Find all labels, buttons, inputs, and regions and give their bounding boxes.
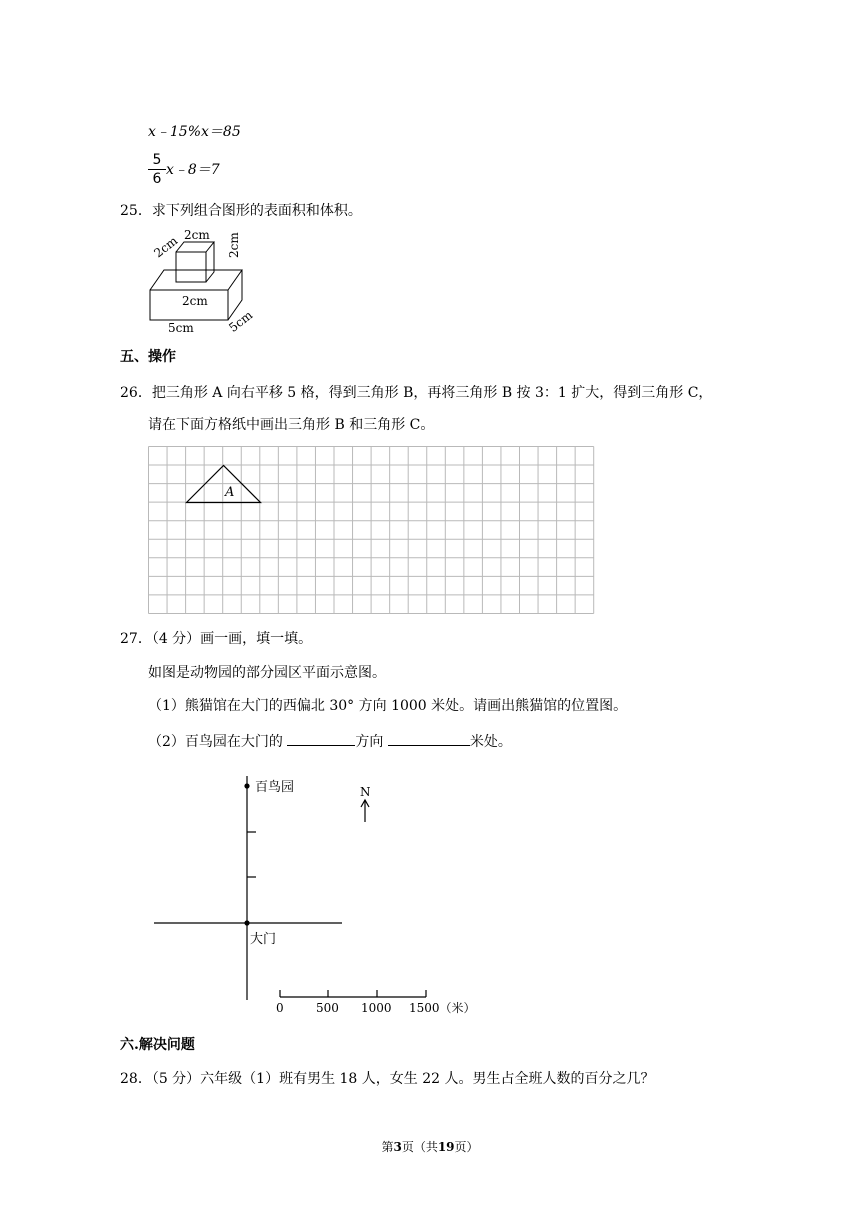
- gate-point: [244, 920, 249, 925]
- scale-label-1000: 1000: [361, 1001, 392, 1015]
- grid-lines: [149, 447, 594, 614]
- zoo-map: [150, 770, 480, 1020]
- equation-2-rest: x﹣8＝7: [166, 162, 220, 178]
- question-27-intro: 如图是动物园的部分园区平面示意图。: [148, 665, 386, 681]
- scale-label-1500: 1500（米）: [409, 1001, 476, 1015]
- scale-label-500: 500: [316, 1001, 339, 1015]
- section-6-heading: 六.解决问题: [120, 1037, 195, 1053]
- footer-suffix: 页）: [454, 1140, 479, 1154]
- question-27-part-2: [148, 731, 512, 751]
- question-28: 28．（5 分）六年级（1）班有男生 18 人，女生 22 人。男生占全班人数的百分之几？: [120, 1071, 655, 1087]
- scale-label-0: 0: [276, 1001, 284, 1015]
- cube-front: [176, 252, 206, 282]
- distance-blank[interactable]: [388, 731, 470, 746]
- grid-paper: [148, 446, 598, 616]
- fraction-bar: [148, 169, 166, 170]
- page-footer: [0, 1138, 860, 1155]
- gate-label: 大门: [250, 932, 277, 947]
- triangle-a-label: A: [225, 485, 235, 500]
- direction-blank[interactable]: [287, 731, 355, 746]
- question-26-line-1: 26．把三角形 A 向右平移 5 格，得到三角形 B，再将三角形 B 按 3：1 扩大，得到三角形 C，: [120, 385, 713, 401]
- footer-page-number: 3: [393, 1140, 402, 1154]
- question-27-title: 27．（4 分）画一画，填一填。: [120, 631, 313, 647]
- label-box-front: 2cm: [182, 294, 208, 308]
- label-cube-left: 2cm: [151, 233, 181, 261]
- big-box-top: [150, 270, 242, 290]
- footer-total-pages: 19: [437, 1140, 455, 1154]
- label-cube-top: 2cm: [184, 228, 210, 242]
- section-5-heading: 五、操作: [120, 349, 176, 365]
- composite-solid-figure: [140, 228, 260, 336]
- cube-side: [206, 242, 214, 282]
- north-label: N: [360, 785, 371, 799]
- cube-top: [176, 242, 214, 252]
- equation-1: x﹣15%x＝85: [148, 124, 241, 140]
- footer-prefix: 第: [381, 1140, 394, 1154]
- part-2-prefix: （2）百鸟园在大门的: [148, 734, 283, 750]
- label-box-bottom: 5cm: [168, 321, 194, 335]
- label-cube-right: 2cm: [227, 232, 241, 258]
- fraction-five-sixths: [148, 152, 166, 187]
- question-25: 25．求下列组合图形的表面积和体积。: [120, 203, 362, 219]
- fraction-denominator: 6: [152, 171, 162, 187]
- question-27-part-1: （1）熊猫馆在大门的西偏北 30° 方向 1000 米处。请画出熊猫馆的位置图。: [148, 698, 628, 714]
- question-26-line-2: 请在下面方格纸中画出三角形 B 和三角形 C。: [148, 417, 435, 433]
- label-box-depth: 5cm: [226, 307, 256, 335]
- bird-garden-label: 百鸟园: [255, 780, 295, 795]
- part-2-suffix: 米处。: [469, 734, 512, 750]
- fraction-numerator: 5: [152, 152, 162, 168]
- footer-middle: 页（共: [401, 1140, 438, 1154]
- part-2-middle: 方向: [355, 734, 384, 750]
- bird-garden-point: [244, 783, 249, 788]
